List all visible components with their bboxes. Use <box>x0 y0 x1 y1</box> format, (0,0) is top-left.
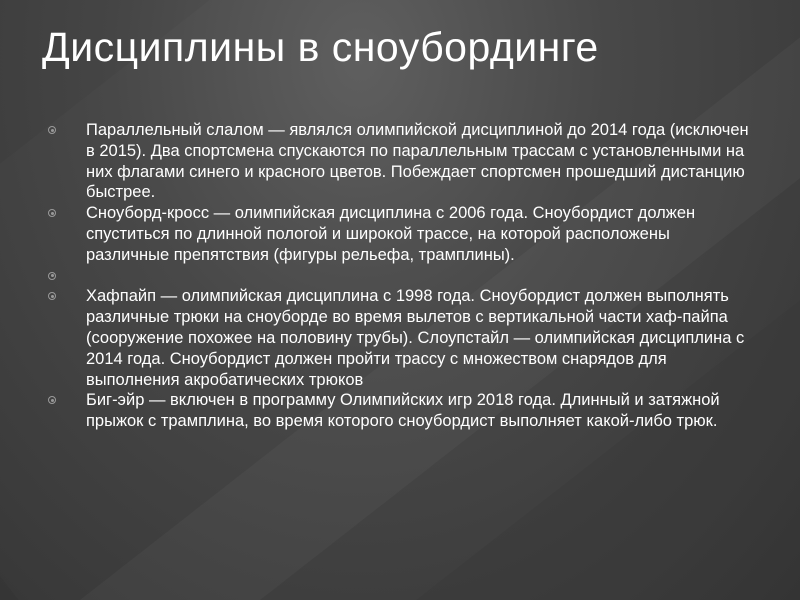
slide-title: Дисциплины в сноубординге <box>42 24 599 70</box>
list-item <box>0 286 800 390</box>
list-item <box>0 266 800 287</box>
bullet-list <box>0 120 800 432</box>
list-item <box>0 120 800 203</box>
circle-bullet-icon <box>48 126 56 134</box>
list-item <box>0 203 800 265</box>
bullet-text: Хафпайп — олимпийская дисциплина с 1998 года. Сноубордист должен выполнять различные трюки на сноуборде во время вылетов с вертикальной части хаф-пайпа (сооружение похожее на половину трубы). Слоупстайл — олимпийская дисциплина с 2014 года. Сноубордист должен пройти трассу с множеством снарядов для выполнения акробатических трюков <box>86 287 745 389</box>
circle-bullet-icon <box>48 292 56 300</box>
bullet-text: Параллельный слалом — являлся олимпийской дисциплиной до 2014 года (исключен в 2015). Два спортсмена спускаются по параллельным трассам с установленными на них флагами синего и красного цветов. Побеждает спортсмен прошедший дистанцию быстрее. <box>86 121 749 202</box>
bullet-text: Биг-эйр — включен в программу Олимпийских игр 2018 года. Длинный и затяжной прыжок с трамплина, во время которого сноубордист выполняет какой-либо трюк. <box>86 391 720 431</box>
circle-bullet-icon <box>48 209 56 217</box>
circle-bullet-icon <box>48 396 56 404</box>
circle-bullet-icon <box>48 272 56 280</box>
bullet-text: Сноуборд-кросс — олимпийская дисциплина с 2006 года. Сноубордист должен спуститься по длинной пологой и широкой трассе, на которой расположены различные препятствия (фигуры рельефа, трамплины). <box>86 204 696 264</box>
list-item <box>0 390 800 432</box>
